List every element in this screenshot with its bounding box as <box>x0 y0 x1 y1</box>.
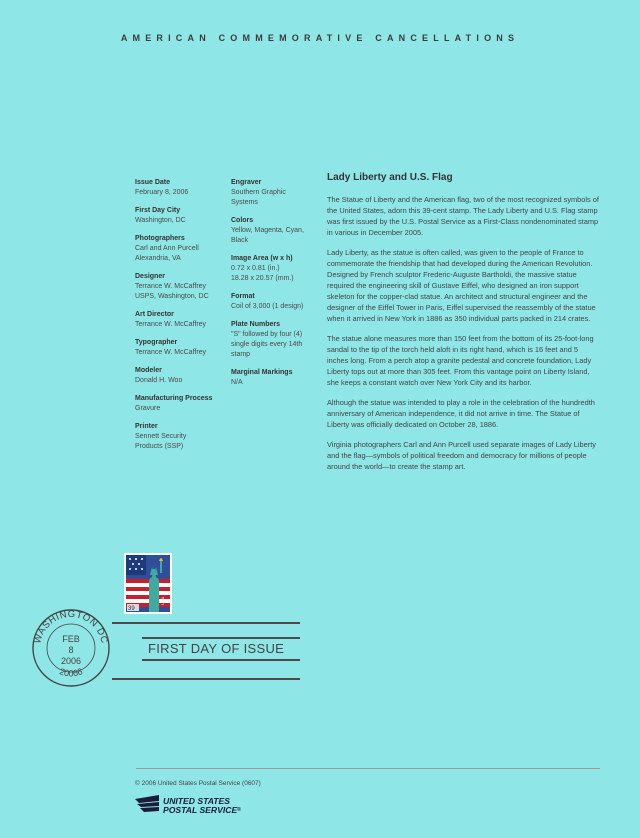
eagle-logo-icon <box>135 795 159 813</box>
detail-value: Washington, DC <box>135 217 186 224</box>
article-paragraph: The Statue of Liberty and the American flag, two of the most recognized symbols of the United States, adorn this 39-cent stamp. The Lady Liberty and U.S. Flag stamp was first issued by the U.S. Postal Service as a First-Class nondenominated stamp in various in December 2005. <box>327 195 599 237</box>
series-title: AMERICAN COMMEMORATIVE CANCELLATIONS <box>120 33 520 43</box>
detail-manufacturing-process <box>135 394 227 414</box>
stamp-details-column-2 <box>231 178 315 396</box>
detail-value: "S" followed by four (4) single digits every 14th stamp <box>231 331 303 358</box>
detail-modeler <box>135 366 227 386</box>
detail-label: Image Area (w x h) <box>231 255 293 262</box>
cancellation-line <box>142 637 300 639</box>
article-paragraph: Virginia photographers Carl and Ann Purcell used separate images of Lady Liberty and the flag—symbols of political freedom and democracy for millions of people around the world—to create the stamp art. <box>327 440 596 471</box>
detail-first-day-city <box>135 206 227 226</box>
postmark-year: 2006 <box>60 656 82 666</box>
article-paragraph: Lady Liberty, as the statue is often called, was given to the people of France to commemorate the friendship that had developed during the American Revolution. Designed by French sculptor Frederic-Auguste Bartholdi, the massive statue required the engineering skill of Gustave Eiffel, who designed an iron support skeleton for the copper-clad statue. An architect and structural engineer and the designer of the Eiffel Tower in Paris, Eiffel supervised the reassembly of the statue when it arrived in New York in 1886 as 350 individual parts packed in 214 crates. <box>327 248 596 323</box>
detail-image-area <box>231 254 315 284</box>
postmark-month: FEB <box>62 634 80 644</box>
postmark <box>28 605 114 691</box>
detail-label: Art Director <box>135 311 174 318</box>
detail-label: Plate Numbers <box>231 321 281 328</box>
usps-line-2: POSTAL SERVICE <box>163 805 238 815</box>
usps-wordmark <box>163 797 241 815</box>
article-title: Lady Liberty and U.S. Flag <box>327 172 453 183</box>
detail-value: Terrance W. McCaffrey <box>135 349 207 356</box>
detail-label: Photographers <box>135 235 185 242</box>
detail-marginal-markings <box>231 368 315 388</box>
detail-label: Format <box>231 293 255 300</box>
postmark-day: 8 <box>68 645 74 655</box>
registered-mark: ® <box>237 807 241 813</box>
detail-label: Printer <box>135 423 158 430</box>
detail-value: Carl and Ann Purcell Alexandria, VA <box>135 245 199 262</box>
detail-value: Coil of 3,000 (1 design) <box>231 303 304 310</box>
detail-value: Gravure <box>135 405 161 412</box>
detail-value: Southern Graphic Systems <box>231 189 286 206</box>
stamp-image <box>124 553 172 614</box>
cancellation-line <box>112 678 300 680</box>
detail-label: Colors <box>231 217 254 224</box>
detail-format <box>231 292 315 312</box>
detail-value: Terrance W. McCaffrey <box>135 321 207 328</box>
detail-value: Terrance W. McCaffrey USPS, Washington, DC <box>135 283 209 300</box>
detail-issue-date <box>135 178 227 198</box>
postmark-zip: 20066 <box>58 666 84 679</box>
cancellation-line <box>112 622 300 624</box>
detail-label: Marginal Markings <box>231 369 293 376</box>
detail-value: February 8, 2006 <box>135 189 189 196</box>
detail-label: Typographer <box>135 339 178 346</box>
first-day-of-issue-text: FIRST DAY OF ISSUE <box>148 641 285 656</box>
stamp-details-column-1 <box>135 178 227 460</box>
detail-label: Engraver <box>231 179 262 186</box>
detail-value: N/A <box>231 379 243 386</box>
detail-label: Designer <box>135 273 165 280</box>
stamp-country: USA <box>160 596 165 605</box>
detail-value: Sennett Security Products (SSP) <box>135 433 187 450</box>
detail-label: Manufacturing Process <box>135 395 213 402</box>
detail-photographers <box>135 234 227 264</box>
footer-divider <box>136 768 600 769</box>
article <box>327 172 600 481</box>
svg-text:20066 <box>58 666 84 678</box>
detail-designer <box>135 272 227 302</box>
postmark-city: WASHINGTON DC <box>32 608 110 645</box>
article-paragraph: Although the statue was intended to play a role in the celebration of the hundredth anniversary of American independence, it did not arrive in time. The Statue of Liberty was officially dedicated on October 28, 1886. <box>327 398 595 429</box>
detail-value: Donald H. Woo <box>135 377 183 384</box>
detail-colors <box>231 216 315 246</box>
cancellation-line <box>142 659 300 661</box>
detail-label: Issue Date <box>135 179 171 186</box>
copyright: © 2006 United States Postal Service (0607) <box>135 780 261 787</box>
stamp-denomination: 39 <box>128 606 135 612</box>
detail-value: Yellow, Magenta, Cyan, Black <box>231 227 304 244</box>
detail-printer <box>135 422 227 452</box>
detail-typographer <box>135 338 227 358</box>
detail-plate-numbers <box>231 320 315 360</box>
detail-label: First Day City <box>135 207 181 214</box>
article-paragraph: The statue alone measures more than 150 feet from the bottom of its 25-foot-long sandal to the tip of the torch held aloft in its right hand, which is 16 feet and 5 inches long. From a perch atop a granite pedestal and concrete foundation, Lady Liberty tops out at more than 305 feet. From this vantage point on Liberty Island, she keeps a constant watch over New York City and its harbor. <box>327 334 594 387</box>
cancellation-bars <box>112 622 300 682</box>
detail-art-director <box>135 310 227 330</box>
detail-value: 0.72 x 0.81 (in.) 18.28 x 20.57 (mm.) <box>231 265 294 282</box>
statue-of-liberty-flag-icon <box>126 555 170 612</box>
detail-engraver <box>231 178 315 208</box>
usps-line-1: UNITED STATES <box>163 796 230 806</box>
detail-label: Modeler <box>135 367 162 374</box>
